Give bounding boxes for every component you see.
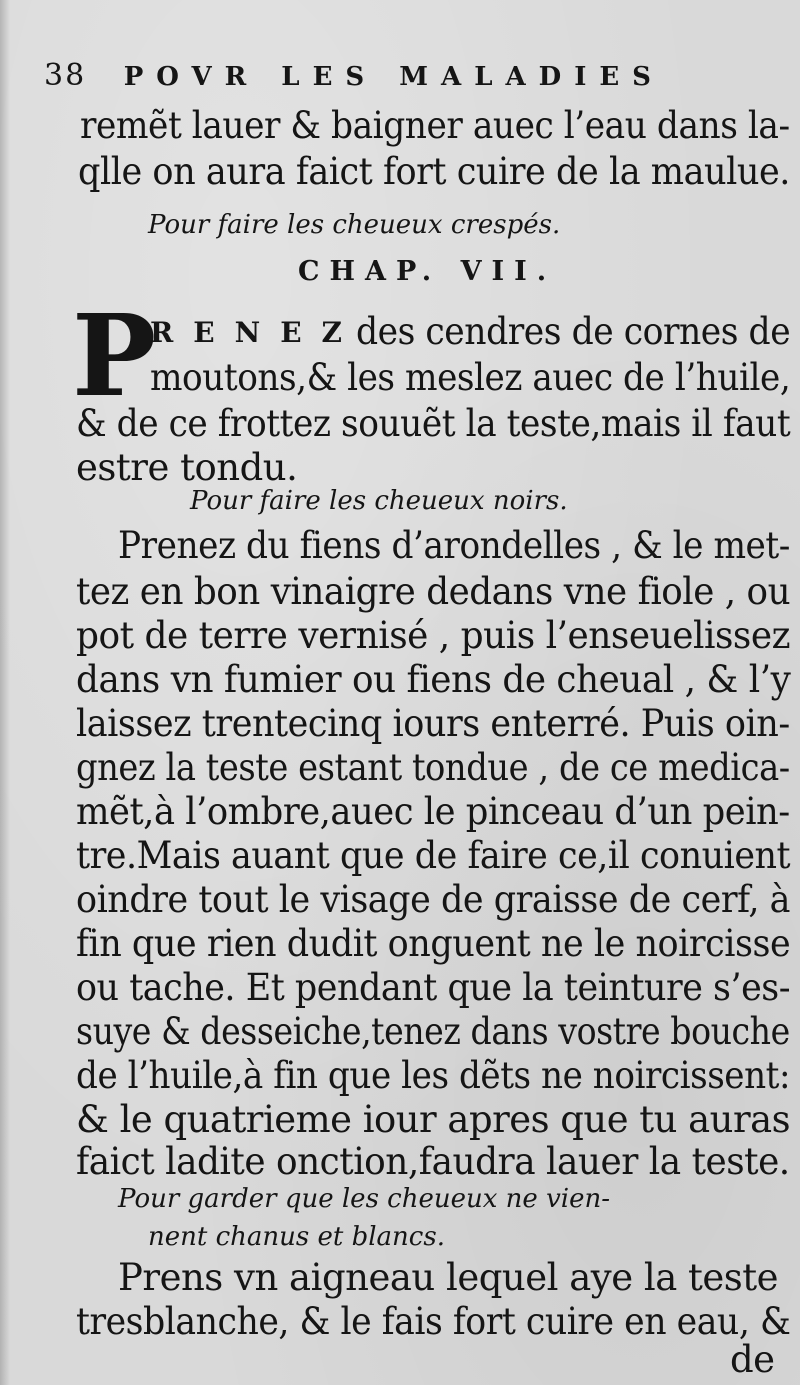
text-line: mẽt,à l’ombre,auec le pinceau d’un pein- <box>76 790 790 833</box>
text-line: faict ladite onction,faudra lauer la teste. <box>76 1140 790 1183</box>
text-line: tresblanche, & le fais fort cuire en eau, & <box>76 1300 791 1343</box>
drop-cap: P <box>72 291 157 422</box>
rubric-heading: Pour faire les cheueux crespés. <box>148 210 561 240</box>
text-line: Prenez du fiens d’arondelles , & le met- <box>118 524 790 567</box>
rubric-heading: Pour faire les cheueux noirs. <box>190 486 568 516</box>
text-line: & le quatrieme iour apres que tu auras <box>76 1098 791 1141</box>
text-line: des cendres de cornes de <box>356 310 791 353</box>
text-line: suye & desseiche,tenez dans vostre bouche <box>76 1010 790 1053</box>
text-line: tez en bon vinaigre dedans vne fiole , ou <box>76 570 791 613</box>
text-line: tre.Mais auant que de faire ce,il conuient <box>76 834 791 877</box>
text-line: remẽt lauer & baigner auec l’eau dans la- <box>80 104 790 147</box>
rubric-heading: Pour garder que les cheueux ne vien- <box>118 1184 610 1214</box>
running-header <box>44 58 664 93</box>
text-line: gnez la teste estant tondue , de ce medica- <box>76 746 790 789</box>
text-line: & de ce frottez souuẽt la teste,mais il faut <box>76 402 791 445</box>
text-line: estre tondu. <box>76 446 298 489</box>
running-title: POVR LES MALADIES <box>123 62 664 92</box>
text-line: laissez trentecinq iours enterré. Puis oin- <box>76 702 790 745</box>
catchword: de <box>730 1338 775 1381</box>
page-number: 38 <box>44 58 87 93</box>
text-line: Prens vn aigneau lequel aye la teste <box>118 1256 779 1299</box>
text-line: de l’huile,à fin que les dẽts ne noircissent: <box>76 1054 791 1097</box>
page-edge-shadow <box>0 0 10 1385</box>
text-line: pot de terre vernisé , puis l’enseuelissez <box>76 614 791 657</box>
text-line: oindre tout le visage de graisse de cerf, à <box>76 878 790 921</box>
first-word-small-caps: RENEZ <box>150 316 362 349</box>
text-line: moutons,& les meslez auec de l’huile, <box>150 356 791 399</box>
text-line: dans vn fumier ou fiens de cheual , & l’y <box>76 658 791 701</box>
text-line: ou tache. Et pendant que la teinture s’es- <box>76 966 791 1009</box>
text-line: fin que rien dudit onguent ne le noircisse <box>76 922 791 965</box>
rubric-heading: nent chanus et blancs. <box>148 1222 445 1252</box>
text-line: qlle on aura faict fort cuire de la maulue. <box>78 150 790 193</box>
chapter-heading: CHAP. VII. <box>298 256 557 287</box>
